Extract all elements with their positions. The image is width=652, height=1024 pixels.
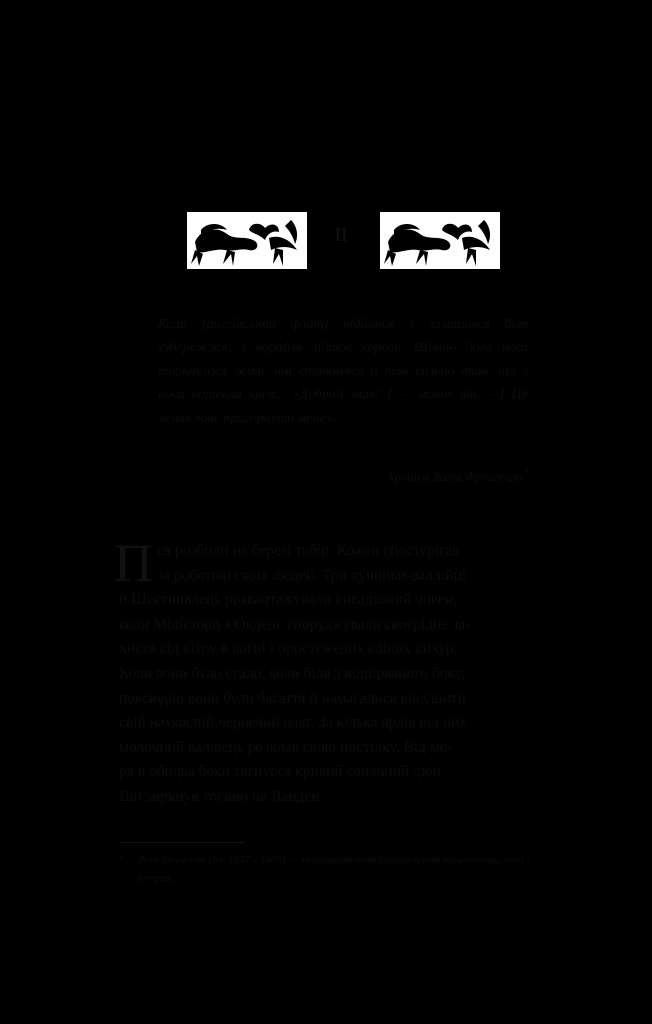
- body-line: молочний валлієць розклав свою постілку. Від мо-: [119, 738, 453, 756]
- body-line: за роботою своїх людей. Три лучники-валлійці: [157, 566, 467, 584]
- chapter-ornament-right: [380, 212, 500, 269]
- footnote-ref: *: [522, 468, 528, 479]
- footnote-description: — середньовічний французький письменник, поет і історик.: [137, 854, 532, 884]
- footnote-text: [137, 851, 562, 887]
- epigraph-text: Коли [англійський флот] відійшов і залишився біля узбережжя, з корабля зійшов король. Щойно його нога торкнулася землі, він спіткнувся й так сильно впав, що з носа потекла кров... «Добрий знак! [ — мовив він. —] Ця земля хоче пригорнути мене».: [158, 317, 528, 426]
- footnote: [119, 851, 569, 887]
- chapter-ornament-left: [187, 212, 307, 269]
- body-line: ся розбили на березі табір. Кожен спостерігав: [157, 542, 460, 559]
- body-line: Він зиркнув тоскно на Ланден.: [119, 787, 324, 805]
- body-line: хистя від вітру в вогні і простежених сліпих вихур.: [119, 640, 458, 658]
- body-line: ря в обидва боки тягнувся кривий сонячний дюн.: [119, 763, 445, 781]
- heraldic-beast-ornament-icon: [380, 212, 500, 269]
- body-line: свій намоклий чернечий одяг. За кілька ярдів від них: [119, 714, 468, 732]
- drop-cap: П: [114, 533, 153, 593]
- body-line: й Шестипалець розвантажували висадковий човен,: [119, 591, 457, 609]
- epigraph-source: [158, 468, 528, 485]
- page-edge-mark: .: [118, 998, 121, 1009]
- body-line: Коли вони було стало, коли біля з відпірваного боку,: [119, 664, 465, 682]
- footnote-name: Жан Фруассар (бл. 1337—1405): [137, 854, 286, 866]
- chapter-number: ІІ: [334, 224, 348, 246]
- epigraph-source-label: Хроніка Жана Фруассара: [387, 470, 523, 485]
- footnote-divider: [119, 842, 245, 843]
- body-line: коли Мілісторп з Окденс споруджували своєрідне за-: [119, 615, 471, 633]
- body-paragraph: [119, 539, 537, 810]
- footnote-marker: *: [119, 855, 124, 865]
- heraldic-beast-ornament-icon: [187, 212, 307, 269]
- body-line: повсюдно вони були багаття й намагалися висушити: [119, 689, 466, 707]
